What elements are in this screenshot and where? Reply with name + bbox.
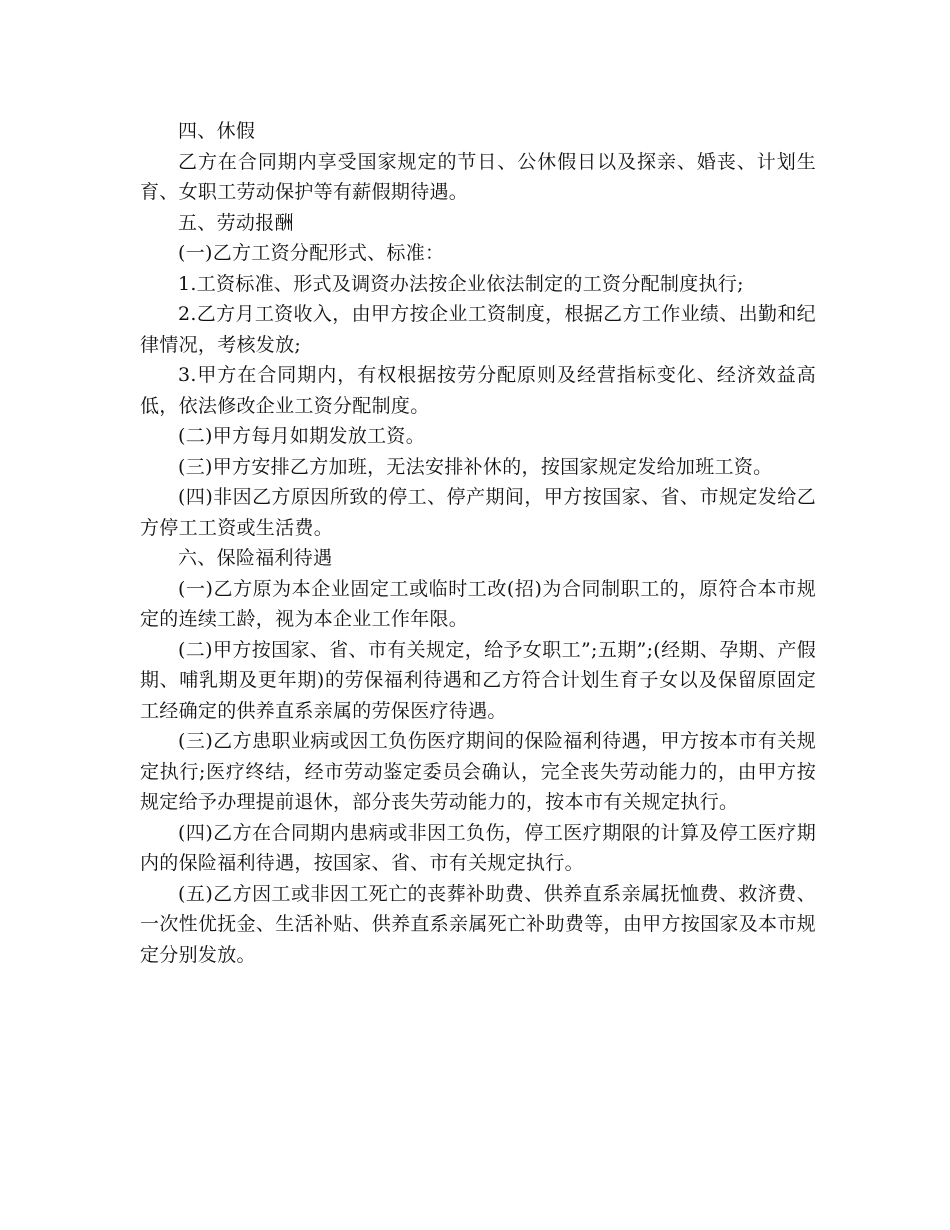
paragraph-wage-form: (一)乙方工资分配形式、标准：: [178, 242, 445, 264]
paragraph-wage-item-2: 2.乙方月工资收入，由甲方按企业工资制度，根据乙方工作业绩、出勤和纪律情况，考核发放;: [140, 303, 816, 356]
document-page: [140, 116, 816, 970]
paragraph-wage-item-1: 1.工资标准、形式及调资办法按企业依法制定的工资分配制度执行;: [178, 272, 744, 295]
paragraph-insurance-4: (四)乙方在合同期内患病或非因工负伤，停工医疗期限的计算及停工医疗期内的保险福利待遇，按国家、省、市有关规定执行。: [140, 821, 816, 874]
paragraph-insurance-3: (三)乙方患职业病或因工负伤医疗期间的保险福利待遇，甲方按本市有关规定执行;医疗终结，经市劳动鉴定委员会确认，完全丧失劳动能力的，由甲方按规定给予办理提前退休，部分丧失劳动能力的，按本市有关规定执行。: [140, 730, 816, 813]
section-heading-remuneration: 五、劳动报酬: [178, 211, 294, 234]
paragraph-insurance-1: (一)乙方原为本企业固定工或临时工改(招)为合同制职工的，原符合本市规定的连续工龄，视为本企业工作年限。: [140, 577, 816, 630]
paragraph-vacation-terms: 乙方在合同期内享受国家规定的节日、公休假日以及探亲、婚丧、计划生育、女职工劳动保护等有薪假期待遇。: [140, 150, 816, 203]
paragraph-wage-item-3: 3.甲方在合同期内，有权根据按劳分配原则及经营指标变化、经济效益高低，依法修改企业工资分配制度。: [140, 364, 816, 417]
section-heading-vacation: 四、休假: [178, 120, 256, 142]
paragraph-monthly-pay: (二)甲方每月如期发放工资。: [178, 425, 426, 447]
section-heading-insurance: 六、保险福利待遇: [178, 547, 333, 569]
paragraph-overtime-pay: (三)甲方安排乙方加班，无法安排补休的，按国家规定发给加班工资。: [178, 455, 773, 478]
paragraph-shutdown-pay: (四)非因乙方原因所致的停工、停产期间，甲方按国家、省、市规定发给乙方停工工资或生活费。: [140, 486, 816, 539]
paragraph-insurance-5: (五)乙方因工或非因工死亡的丧葬补助费、供养直系亲属抚恤费、救济费、一次性优抚金、生活补贴、供养直系亲属死亡补助费等，由甲方按国家及本市规定分别发放。: [140, 882, 816, 966]
paragraph-insurance-2: (二)甲方按国家、省、市有关规定，给予女职工”;五期”;(经期、孕期、产假期、哺乳期及更年期)的劳保福利待遇和乙方符合计划生育子女以及保留原固定工经确定的供养直系亲属的劳保医疗待遇。: [140, 638, 816, 722]
